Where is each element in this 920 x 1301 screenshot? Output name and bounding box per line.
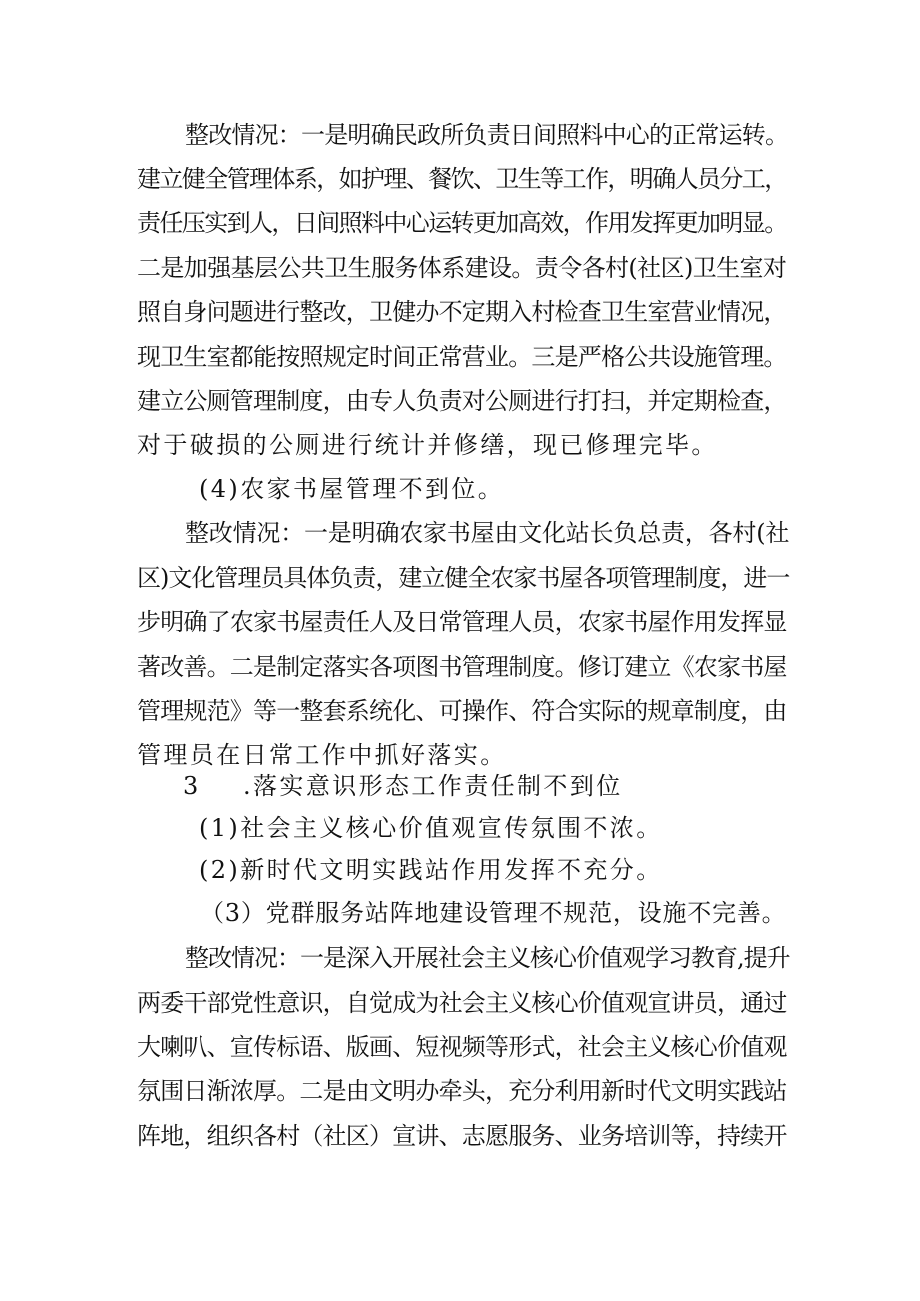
body-line-7: 建立公厕管理制度，由专人负责对公厕进行打扫，并定期检查， (137, 387, 787, 415)
body-line-6: 现卫生室都能按照规定时间正常营业。三是严格公共设施管理。 (137, 343, 787, 371)
body-line-16: 两委干部党性意识，自觉成为社会主义核心价值观宣讲员，通过 (137, 989, 787, 1017)
body-line-2: 建立健全管理体系，如护理、餐饮、卫生等工作，明确人员分工， (137, 165, 787, 193)
item-heading-3: （3）党群服务站阵地建设管理不规范，设施不完善。 (200, 899, 787, 927)
body-line-8: 对于破损的公厕进行统计并修缮，现已修理完毕。 (137, 431, 718, 459)
body-line-12: 著改善。二是制定落实各项图书管理制度。修订建立《农家书屋 (137, 653, 787, 681)
body-line-11: 步明确了农家书屋责任人及日常管理人员，农家书屋作用发挥显 (137, 608, 787, 636)
body-line-13: 管理规范》等一整套系统化、可操作、符合实际的规章制度，由 (137, 697, 787, 725)
body-line-1: 整改情况：一是明确民政所负责日间照料中心的正常运转。 (185, 121, 789, 149)
body-line-5: 照自身问题进行整改，卫健办不定期入村检查卫生室营业情况， (137, 298, 787, 326)
body-line-9: 整改情况：一是明确农家书屋由文化站长负总责，各村(社 (185, 519, 790, 547)
body-line-17: 大喇叭、宣传标语、版画、短视频等形式，社会主义核心价值观 (137, 1033, 787, 1061)
body-line-14: 管理员在日常工作中抓好落实。 (137, 741, 507, 769)
body-line-3: 责任压实到人，日间照料中心运转更加高效，作用发挥更加明显。 (137, 209, 787, 237)
body-line-19: 阵地，组织各村（社区）宣讲、志愿服务、业务培训等，持续开 (137, 1122, 787, 1150)
item-heading-4: (4)农家书屋管理不到位。 (199, 475, 505, 503)
section-heading: .落实意识形态工作责任制不到位 (243, 772, 623, 800)
body-line-4: 二是加强基层公共卫生服务体系建设。责令各村(社区)卫生室对 (137, 254, 787, 282)
item-heading-2: (2)新时代文明实践站作用发挥不充分。 (199, 856, 663, 884)
body-line-10: 区)文化管理员具体负责，建立健全农家书屋各项管理制度，进一 (137, 564, 790, 592)
item-heading-1: (1)社会主义核心价值观宣传氛围不浓。 (199, 814, 663, 842)
body-line-15: 整改情况：一是深入开展社会主义核心价值观学习教育,提升 (185, 944, 790, 972)
body-line-18: 氛围日渐浓厚。二是由文明办牵头，充分利用新时代文明实践站 (137, 1077, 787, 1105)
section-number: 3 (183, 772, 199, 800)
